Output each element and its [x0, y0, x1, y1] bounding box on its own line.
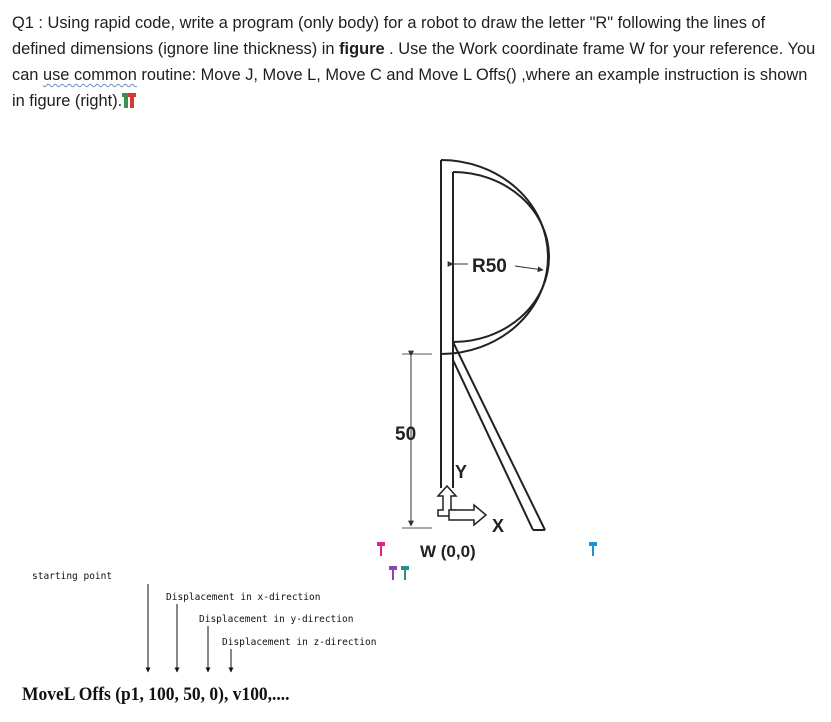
question-part3: routine: Move J, Move L, Move C and Move L Offs() ,where an example instruction is shown in figure (right). — [12, 66, 808, 110]
x-axis-label: X — [492, 516, 505, 536]
y-axis-label: Y — [455, 462, 468, 482]
question-part1: Q1 : Using rapid code, write a program (only body) for a robot to draw the letter "R" following the lines of defined dimensions (ignore line thickness) in — [12, 14, 766, 58]
comment-marker-blue-icon[interactable] — [592, 542, 594, 556]
disp-x-label: Displacement in x-direction — [166, 592, 321, 603]
spellcheck-underlined-text: use common — [42, 66, 137, 84]
comment-marker-purple-icon[interactable] — [392, 566, 394, 580]
work-frame-axes — [420, 462, 504, 561]
frame-label: W (0,0) — [420, 542, 476, 561]
example-instruction: MoveL Offs (p1, 100, 50, 0), v100,.... — [22, 684, 290, 705]
height-label: 50 — [395, 424, 417, 445]
comment-marker-teal-icon[interactable] — [404, 566, 406, 580]
example-annotation — [32, 571, 376, 672]
letter-r-stem — [441, 160, 453, 488]
height-dimension — [395, 354, 432, 528]
figure-keyword: figure — [339, 40, 385, 58]
radius-dimension — [453, 256, 543, 277]
disp-z-label: Displacement in z-direction — [222, 637, 377, 648]
radius-label: R50 — [472, 256, 507, 277]
question-part2: . Use the Work coordinate frame W for your reference. You can — [12, 40, 816, 84]
starting-point-label: starting point — [32, 571, 113, 582]
letter-r-leg — [453, 342, 545, 530]
comment-marker-pink-icon[interactable] — [380, 542, 382, 556]
disp-y-label: Displacement in y-direction — [199, 614, 354, 625]
